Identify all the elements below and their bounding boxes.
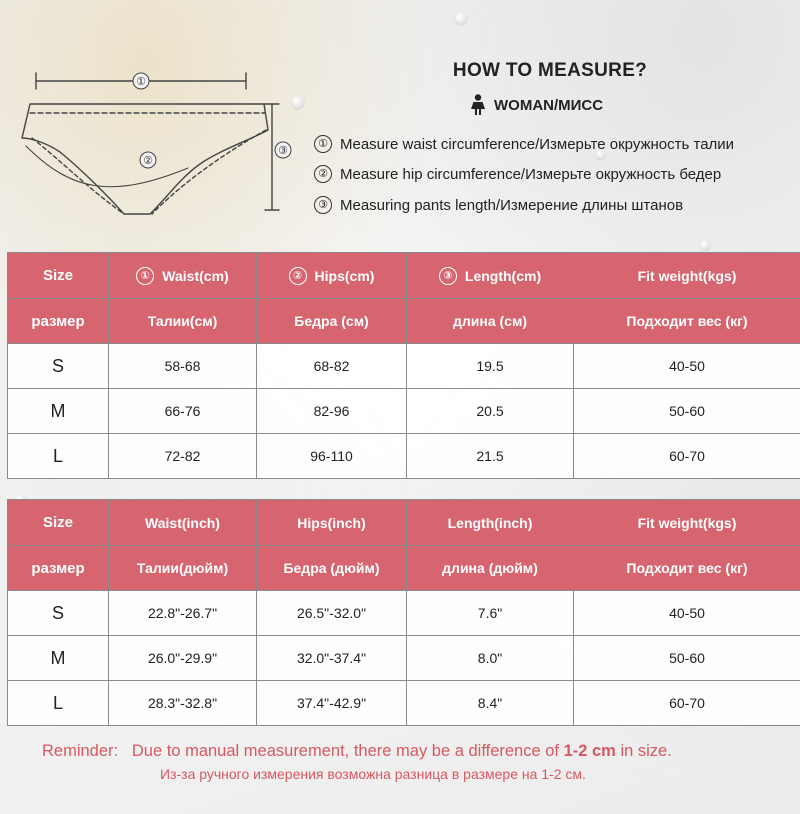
reminder-note-ru: Из-за ручного измерения возможна разница в размере на 1-2 см. [160,766,586,782]
cell-hips: 32.0"-37.4" [257,636,407,681]
subtitle-text: WOMAN/МИСС [494,96,604,114]
header-cell-hips [257,253,407,299]
header-marker: ① [136,267,154,285]
cell-length: 21.5 [407,434,574,479]
instruction-text: Measure waist circumference/Измерьте окружность талии [340,135,735,153]
header-label: Waist(cm) [162,268,229,285]
cell-hips: 26.5"-32.0" [257,591,407,636]
woman-icon [470,94,486,116]
reminder-label: Reminder: [42,742,119,760]
instruction-length [314,196,683,214]
header-cell-size-ru: размер [8,299,109,344]
header-cell-weight: Fit weight(kgs) [574,500,800,546]
cell-waist: 66-76 [109,389,257,434]
cell-length: 7.6" [407,591,574,636]
table-row [8,591,800,636]
table-header-ru [8,546,800,591]
cell-weight: 40-50 [574,591,800,636]
header-label: Length(cm) [464,268,542,285]
header-cell-waist: Waist(inch) [109,500,257,546]
header-cell-size-ru: размер [8,546,109,591]
cell-hips: 68-82 [257,344,407,389]
cell-weight: 50-60 [574,636,800,681]
size-table-inch [7,499,800,726]
header-cell-weight: Fit weight(kgs) [574,253,800,299]
table-row [8,344,800,389]
table-row [8,636,800,681]
cell-waist: 26.0"-29.9" [109,636,257,681]
cell-length: 19.5 [407,344,574,389]
reminder-text-before: Due to manual measurement, there may be a difference of [131,742,564,760]
instruction-waist [314,135,734,153]
header-cell-length: Length(inch) [407,500,574,546]
instruction-text: Measuring pants length/Измерение длины штанов [340,196,684,214]
reminder-text-after: in size. [615,742,672,760]
header-marker: ③ [439,267,457,285]
cell-waist: 28.3"-32.8" [109,681,257,726]
instruction-marker: ② [314,165,332,183]
cell-weight: 40-50 [574,344,800,389]
cell-weight: 50-60 [574,389,800,434]
instruction-text: Measure hip circumference/Измерьте окружность бедер [340,165,722,183]
header-cell-hips-ru: Бедра (дюйм) [257,546,407,591]
header-cell-weight-ru: Подходит вес (кг) [574,546,800,591]
instruction-hip [314,165,721,183]
cell-size: M [8,389,109,434]
table-header-ru [8,299,800,344]
table-row [8,389,800,434]
cell-waist: 58-68 [109,344,257,389]
panty-measurement-diagram [0,0,310,240]
cell-hips: 37.4"-42.9" [257,681,407,726]
cell-size: M [8,636,109,681]
cell-hips: 82-96 [257,389,407,434]
cell-waist: 72-82 [109,434,257,479]
reminder-highlight: 1-2 cm [563,742,616,760]
header-cell-waist-ru: Талии(см) [109,299,257,344]
header-cell-length [407,253,574,299]
header-cell-waist-ru: Талии(дюйм) [109,546,257,591]
page-title: HOW TO MEASURE? [452,60,648,81]
diagram-marker-waist: ① [136,76,146,88]
table-header-en [8,253,800,299]
header-label: Hips(cm) [314,268,375,285]
cell-size: L [8,681,109,726]
cell-length: 8.4" [407,681,574,726]
pearl-decoration [455,12,467,24]
pearl-decoration [700,240,710,250]
cell-weight: 60-70 [574,681,800,726]
header-cell-hips: Hips(inch) [257,500,407,546]
table-row [8,681,800,726]
table-row [8,434,800,479]
header-cell-weight-ru: Подходит вес (кг) [574,299,800,344]
header-cell-size: Size [8,253,109,299]
header-cell-hips-ru: Бедра (см) [257,299,407,344]
table-header-en [8,500,800,546]
header-cell-length-ru: длина (см) [407,299,574,344]
size-table-cm [7,252,800,479]
reminder-note [42,742,672,761]
cell-length: 20.5 [407,389,574,434]
cell-length: 8.0" [407,636,574,681]
header-cell-length-ru: длина (дюйм) [407,546,574,591]
diagram-marker-hip: ② [143,155,153,167]
cell-hips: 96-110 [257,434,407,479]
header-marker: ② [289,267,307,285]
cell-size: S [8,344,109,389]
instruction-marker: ③ [314,196,332,214]
cell-size: S [8,591,109,636]
woman-label [470,93,603,117]
diagram-marker-length: ③ [278,145,288,157]
instruction-marker: ① [314,135,332,153]
cell-weight: 60-70 [574,434,800,479]
cell-waist: 22.8"-26.7" [109,591,257,636]
header-cell-waist [109,253,257,299]
cell-size: L [8,434,109,479]
header-cell-size: Size [8,500,109,546]
